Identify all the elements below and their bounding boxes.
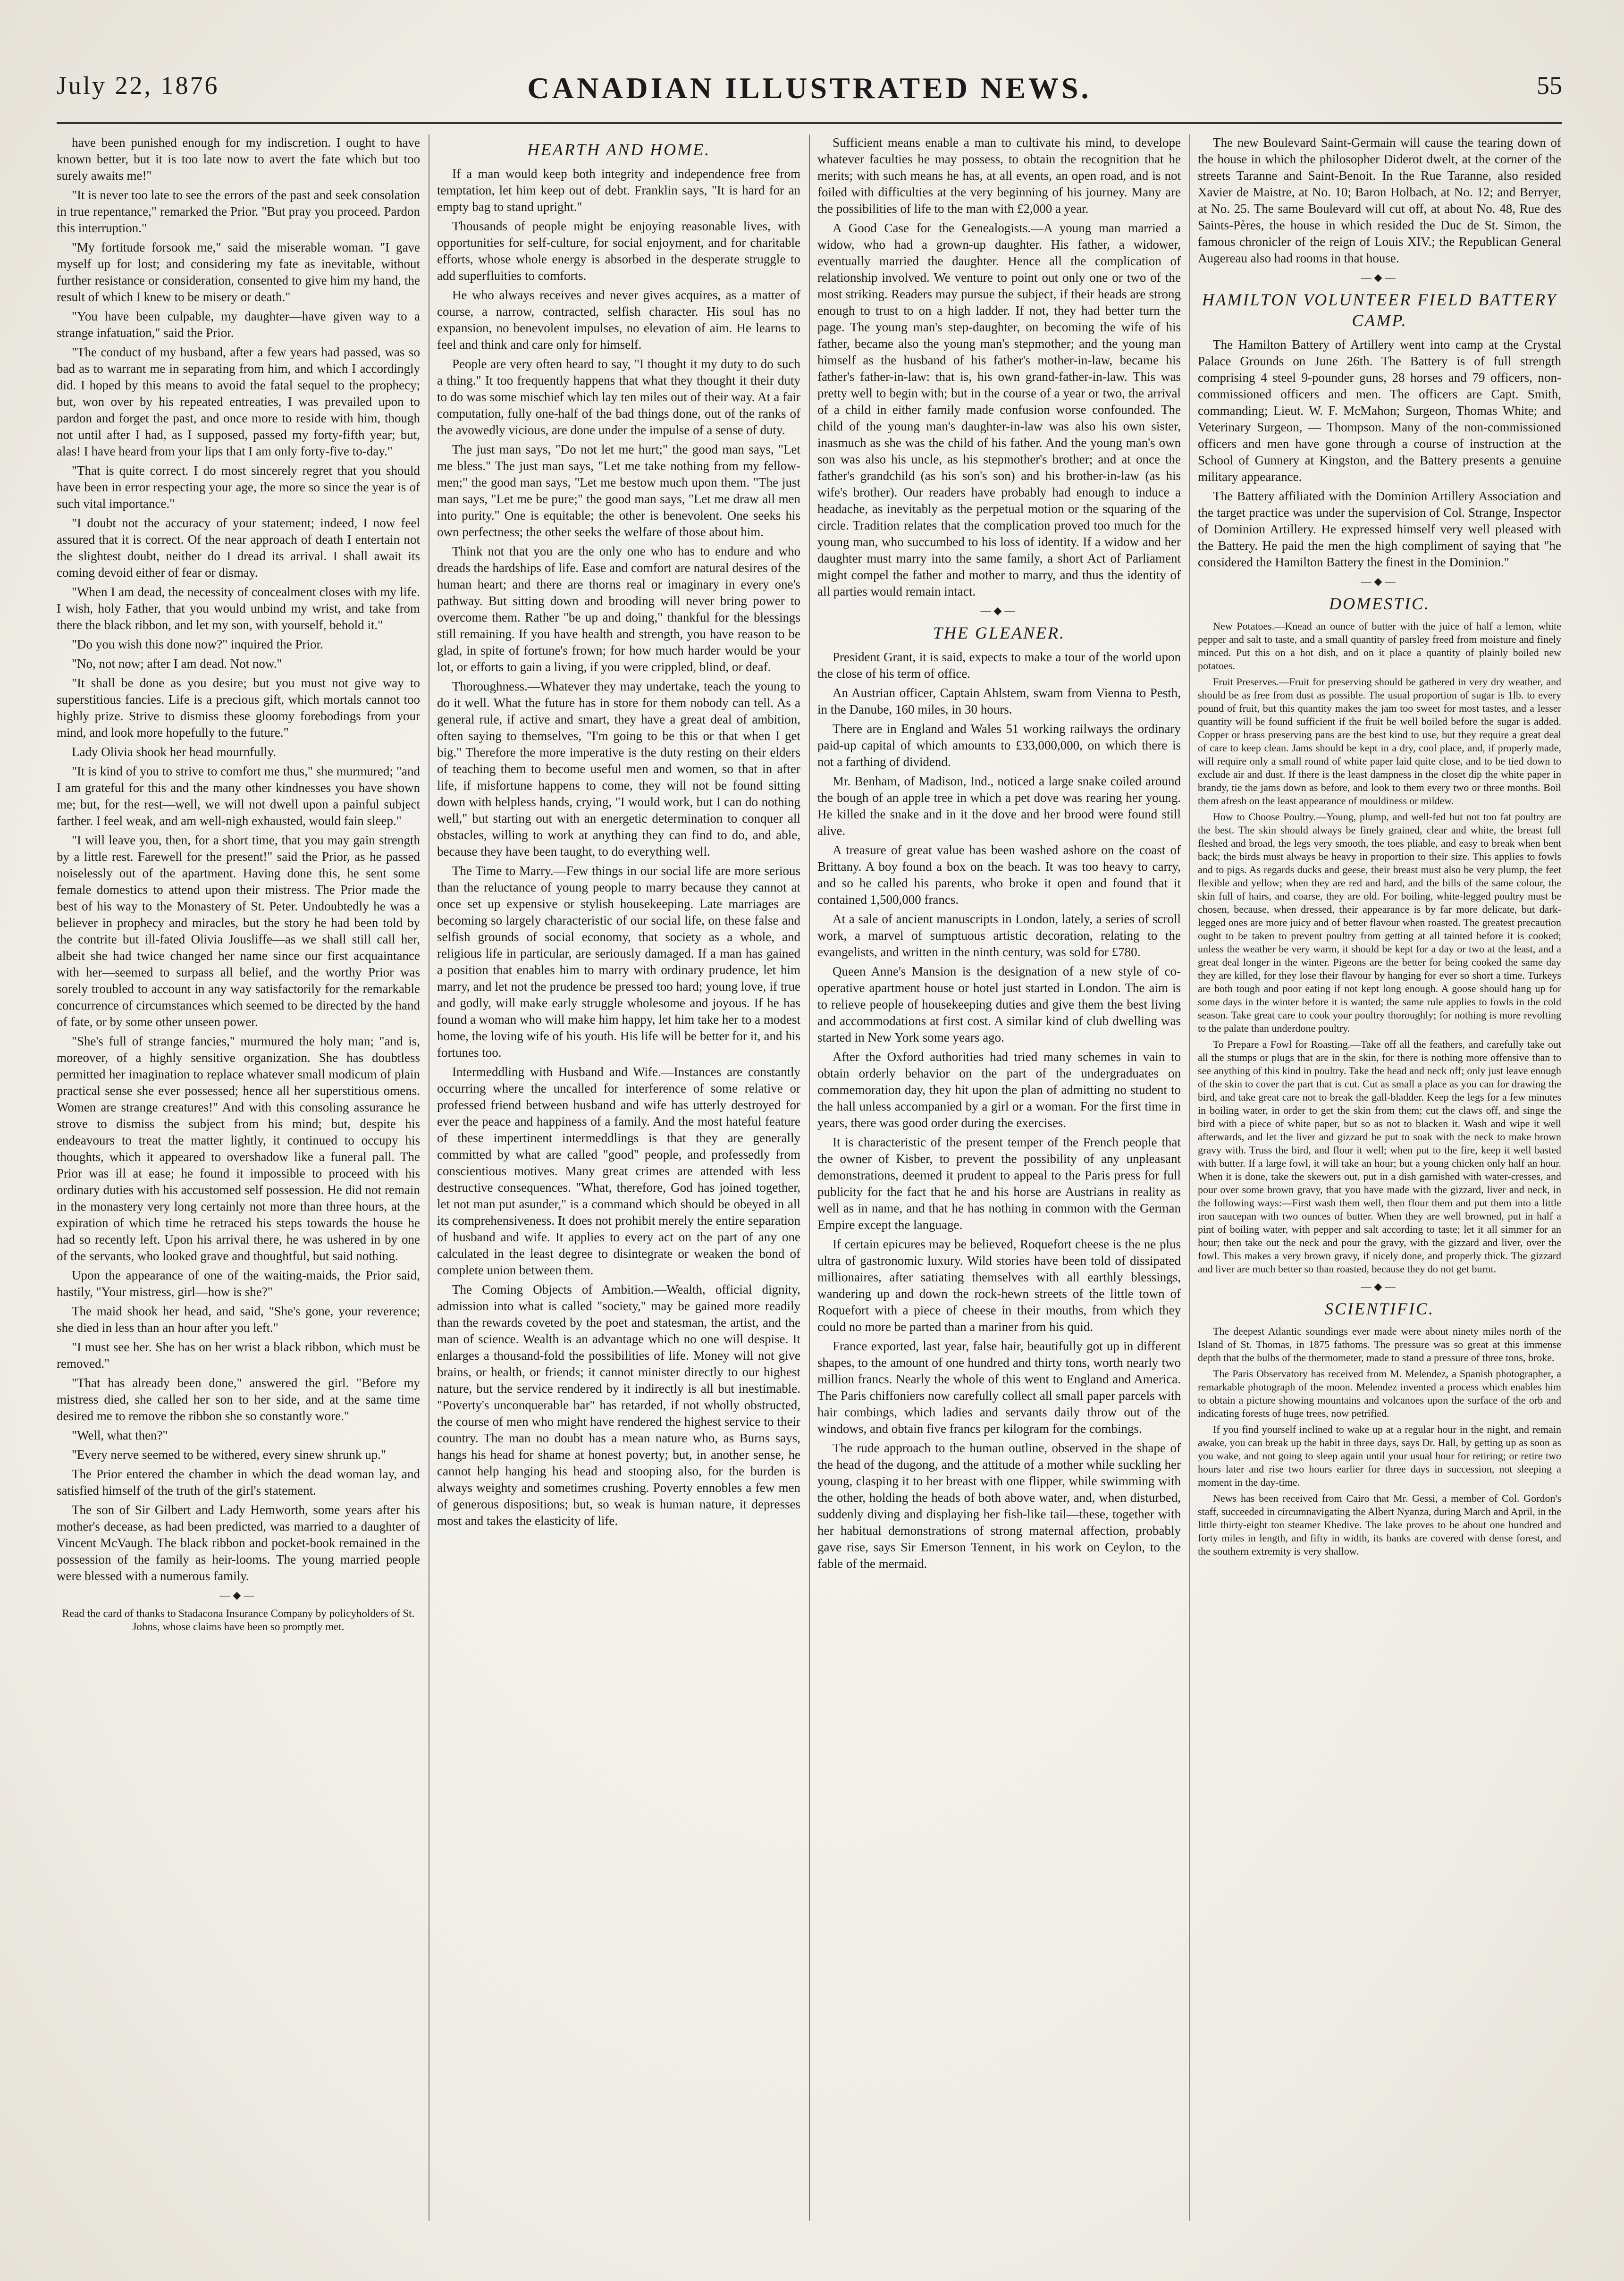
newspaper-title: CANADIAN ILLUSTRATED NEWS.: [527, 71, 1092, 105]
column-1: [57, 135, 420, 2221]
paragraph: The rude approach to the human outline, observed in the shape of the head of the dugong, and the attitude of a mother while suckling her young, clasping it to her breast with one flipper, while swimming with the other, holding the heads of both above water, and, when disturbed, suddenly diving and displaying her fish-like tail—these, together with her habitual demonstrations of strong maternal affection, probably gave rise, says Sir Emerson Tennent, in his work on Ceylon, to the fable of the mermaid.: [817, 1441, 1181, 1571]
paragraph: He who always receives and never gives acquires, as a matter of course, a narrow, contracted, selfish character. His soul has no expansion, no benevolent impulses, no elevation of aim. He learns to feel and think and care only for himself.: [437, 288, 800, 352]
paragraph: "I will leave you, then, for a short time, that you may gain strength by a little rest. Farewell for the present!" said the Prior, as he passed noiselessly out of the apartment. Having done this, he sent some female domestics to attend upon their mistress. The Prior made the best of his way to the Monastery of St. Peter. Undoubtedly he was a believer in prophecy and miracles, but the story he had been told by the contrite but ill-fated Olivia Jousliffe—as we shall still call her, albeit she had twice changed her name since our first acquaintance with her—seemed to surpass all belief, and the worthy Prior was sorely troubled to account in any way satisfactorily for the remarkable concurrence of circumstances which seemed to be directed by the hand of fate, or by some other unseen power.: [57, 833, 420, 1029]
paragraph: After the Oxford authorities had tried many schemes in vain to obtain orderly behavior on the part of the undergraduates on commemoration day, they hit upon the plan of admitting no student to the hall unless accompanied by a girl or a woman. For the first time in years, there was good order during the exercises.: [817, 1050, 1181, 1130]
section-heading-scientific: SCIENTIFIC.: [1324, 1299, 1434, 1318]
paragraph: President Grant, it is said, expects to make a tour of the world upon the close of his term of office.: [817, 650, 1181, 681]
paragraph: "It is never too late to see the errors of the past and seek consolation in true repentance," remarked the Prior. "But pray you proceed. Pardon this interruption.": [57, 188, 420, 235]
genealogy-items: [817, 135, 1181, 600]
paragraph: "It shall be done as you desire; but you must not give way to superstitious fancies. Life is a precious gift, which mortals cannot too highly prize. Strive to dismiss these gloomy forebodings from your mind, and look more hopefully to the future.": [57, 676, 420, 740]
section-heading-hamilton-battery: HAMILTON VOLUNTEER FIELD BATTERY CAMP.: [1202, 290, 1557, 330]
paragraph: Intermeddling with Husband and Wife.—Instances are constantly occurring where the uncalled for interference of some relative or professed friend between husband and wife has utterly destroyed for ever the peace and happiness of a family. And the most hateful feature of these impertinent intermeddlings is that they are generally committed by what are called "good" people, and professedly from conscientious motives. Many great crimes are attended with less destructive consequences. "What, therefore, God has joined together, let not man put asunder," is a command which should be obeyed in all its comprehensiveness. It does not prohibit merely the entire separation of husband and wife. It applies to every act on the part of any one calculated in the least degree to disintegrate or weaken the bond of complete union between them.: [437, 1065, 800, 1277]
hearth-and-home-items: [437, 166, 800, 1529]
paragraph: The Battery affiliated with the Dominion Artillery Association and the target practice was under the supervision of Col. Strange, Inspector of Dominion Artillery. He expressed himself very well pleased with the Battery. He paid the men the high compliment of saying that "he considered the Hamilton Battery the finest in the Dominion.": [1198, 489, 1561, 569]
paragraph: "When I am dead, the necessity of concealment closes with my life. I wish, holy Father, that you would unbind my wrist, and take from there the black ribbon, and let my son, with yourself, behold it.": [57, 585, 420, 632]
paragraph: "I must see her. She has on her wrist a black ribbon, which must be removed.": [57, 1340, 420, 1371]
paragraph: If you find yourself inclined to wake up at a regular hour in the night, and remain awake, you can break up the habit in three days, says Dr. Hall, by getting up as soon as you wake, and not going to sleep again until your usual hour for retiring; or retire two hours later and rise two hours earlier for three days in succession, not sleeping a moment in the day-time.: [1198, 1423, 1561, 1488]
paragraph: "She's full of strange fancies," murmured the holy man; "and is, moreover, of a highly sensitive organization. She has doubtless permitted her imagination to replace whatever small modicum of plain practical sense she ever possessed; hence all her superstitious omens. Women are strange creatures!" And with this consoling assurance he strove to dismiss the subject from his mind; but, despite his endeavours to treat the matter lightly, it continued to occupy his thoughts, which it appeared to overshadow like a funeral pall. The Prior was ill at ease; he found it impossible to proceed with his ordinary duties with his accustomed self possession. He did not remain in the monastery very long certainly not more than three hours, at the expiration of which time he retraced his steps towards the house he had so recently left. Upon his arrival there, he was ushered in by one of the servants, who looked grave and thoughtful, but said nothing.: [57, 1034, 420, 1263]
paragraph: Lady Olivia shook her head mournfully.: [72, 745, 277, 759]
paragraph: "You have been culpable, my daughter—have given way to a strange infatuation," said the Prior.: [57, 309, 420, 340]
scientific-items: [1198, 1325, 1561, 1558]
paragraph: If a man would keep both integrity and independence free from temptation, let him keep out of debt. Franklin says, "It is hard for an empty bag to stand upright.": [437, 167, 800, 214]
paragraph: The Hamilton Battery of Artillery went into camp at the Crystal Palace Grounds on June 26th. The Battery is of full strength comprising 4 steel 9-pounder guns, 28 horses and 79 officers, non-commissioned officers and men. The officers are Capt. Smith, commanding; Lieut. W. F. McMahon; Surgeon, Thomas White; and Veterinary Surgeon, — Thompson. Many of the non-commissioned officers and men have gone through a course of instruction at the School of Gunnery at Kingston, and the Battery presents a genuine military appearance.: [1198, 337, 1561, 484]
column-divider: [1189, 135, 1190, 2221]
section-separator: —◆—: [219, 1589, 257, 1601]
paragraph: The Paris Observatory has received from M. Melendez, a Spanish photographer, a remarkable photograph of the moon. Melendez invented a process which enables him to obtain a picture showing mountains and volcanoes upon the surface of the orb and indicating forests of huge trees, now petrified.: [1198, 1368, 1561, 1419]
section-heading-hearth-and-home: HEARTH AND HOME.: [527, 140, 711, 159]
paragraph: The son of Sir Gilbert and Lady Hemworth, some years after his mother's decease, as had been predicted, was married to a daughter of Vincent McVaugh. The black ribbon and pocket-book remained in the possession of the family as heir-looms. The young married people were blessed with a numerous family.: [57, 1503, 420, 1583]
paragraph: "Every nerve seemed to be withered, every sinew shrunk up.": [72, 1448, 387, 1462]
paragraph: At a sale of ancient manuscripts in London, lately, a series of scroll work, a marvel of sumptuous artistic decoration, relating to the evangelists, and written in the ninth century, was sold for £780.: [817, 912, 1181, 959]
paragraph: The Prior entered the chamber in which the dead woman lay, and satisfied himself of the truth of the girl's statement.: [57, 1467, 420, 1498]
column-divider: [809, 135, 810, 2221]
column-2: [437, 135, 800, 2221]
paragraph: The just man says, "Do not let me hurt;" the good man says, "Let me bless." The just man says, "Let me take nothing from my fellow-men;" the good man says, "Let me bestow much upon them. "The just man says, "Let me be pure;" the good man says, "Let me draw all men into purity." One is equitable; the other is benevolent. One seeks his own perfectness; the other seeks the welfare of those about him.: [437, 442, 800, 539]
paragraph: Thousands of people might be enjoying reasonable lives, with opportunities for self-culture, for social enjoyment, and for charitable efforts, whose whole energy is absorbed in the desperate struggle to add superfluities to comforts.: [437, 219, 800, 283]
paragraph: "My fortitude forsook me," said the miserable woman. "I gave myself up for lost; and considering my fate as inevitable, without further resistance or consideration, consented to give him my hand, the result of which I knew to be misery or death.": [57, 240, 420, 304]
paragraph: "No, not now; after I am dead. Not now.": [72, 657, 282, 671]
paragraph: Think not that you are the only one who has to endure and who dreads the hardships of life. Ease and comfort are natural desires of the human heart; and there are thorns real or imaginary in every one's pathway. But sitting down and brooding will never bring power to overcome them. Rather "be up and doing," thankful for the blessings still remaining. If you have health and strength, you have reason to be glad, in spite of fortune's frown; for how much harder would be your lot, or efforts to gain a living, if you were crippled, blind, or deaf.: [437, 544, 800, 674]
paragraph: "It is kind of you to strive to comfort me thus," she murmured; "and I am grateful for this and the many other kindnesses you have shown me; but, for the rest—well, we will not dwell upon a painful subject farther. I feel weak, and am well-nigh exhausted, would fain sleep.": [57, 764, 420, 828]
section-heading-domestic: DOMESTIC.: [1329, 594, 1430, 613]
section-heading-the-gleaner: THE GLEANER.: [933, 623, 1065, 642]
paragraph: It is characteristic of the present temper of the French people that the owner of Kisber, to prevent the possibility of any unpleasant demonstrations, deemed it prudent to appeal to the Paris press for full publicity for the fact that he and his horse are Austrians in reality as well as in name, and that he has nothing in common with the German Empire except the language.: [817, 1135, 1181, 1232]
paragraph: If certain epicures may be believed, Roquefort cheese is the ne plus ultra of gastronomic luxury. Wild stories have been told of dissipated millionaires, after satiating themselves with all earthly blessings, wandering up and down the rock-hewn streets of the little town of Roquefort with a piece of cheese in their mouths, from which they could no more be parted than a mariner from his quid.: [817, 1237, 1181, 1334]
paragraph: A treasure of great value has been washed ashore on the coast of Brittany. A boy found a box on the beach. It was too heavy to carry, and so he called his parents, who broke it open and found that it contained 1,500,000 francs.: [817, 843, 1181, 907]
paragraph: New Potatoes.—Knead an ounce of butter with the juice of half a lemon, white pepper and salt to taste, and a small quantity of parsley freed from moisture and finely minced. Put this on a hot dish, and on it place a quantity of plainly boiled new potatoes.: [1198, 620, 1561, 672]
hamilton-battery-items: [1198, 337, 1561, 571]
paragraph: Upon the appearance of one of the waiting-maids, the Prior said, hastily, "Your mistress, girl—how is she?": [57, 1268, 420, 1299]
serial-story: [57, 135, 420, 1584]
section-separator: —◆—: [1361, 575, 1398, 587]
paragraph: The new Boulevard Saint-Germain will cause the tearing down of the house in which the philosopher Diderot dwelt, at the corner of the streets Taranne and Saint-Benoit. In the Rue Taranne, also resided Xavier de Maistre, at No. 10; Baron Holbach, at No. 12; and Berryer, at No. 25. The same Boulevard will cut off, at about No. 48, Rue des Saints-Pères, the house in which resided the Duc de St. Simon, the famous chronicler of the reign of Louis XIV.; the Republican General Augereau also had rooms in that house.: [1198, 135, 1561, 265]
boulevard-item: [1198, 135, 1561, 267]
paragraph: The maid shook her head, and said, "She's gone, your reverence; she died in less than an hour after you left.": [57, 1304, 420, 1335]
masthead: [57, 71, 1562, 113]
issue-date: July 22, 1876: [57, 71, 219, 100]
paragraph: France exported, last year, false hair, beautifully got up in different shapes, to the amount of one hundred and thirty tons, worth nearly two million francs. Nearly the whole of this went to England and America. The Paris chiffoniers now carefully collect all small paper parcels with hair combings, which ladies and servants daily throw out of the windows, and obtain five francs per kilogram for the combings.: [817, 1339, 1181, 1436]
gleaner-items: [817, 649, 1181, 1572]
paragraph: People are very often heard to say, "I thought it my duty to do such a thing." It too frequently happens that what they thought it their duty to do was some mischief which lay ten miles out of their way. At a fair computation, fully one-half of the bad things done, out of the ranks of the avowedly vicious, are done under the impulse of a sense of duty.: [437, 357, 800, 437]
paragraph: An Austrian officer, Captain Ahlstem, swam from Vienna to Pesth, in the Danube, 160 miles, in 30 hours.: [817, 686, 1181, 716]
section-separator: —◆—: [1361, 271, 1398, 283]
paragraph: Mr. Benham, of Madison, Ind., noticed a large snake coiled around the bough of an apple tree in which a pet dove was rearing her young. He killed the snake and in it the dove and her brood were found still alive.: [817, 774, 1181, 838]
paragraph: "I doubt not the accuracy of your statement; indeed, I now feel assured that it is correct. Of the near approach of death I entertain not the slightest doubt, neither do I dread its arrival. I shall await its coming devoid either of fear or dismay.: [57, 516, 420, 580]
section-separator: —◆—: [1361, 1280, 1398, 1292]
section-separator: —◆—: [980, 605, 1018, 616]
domestic-items: [1198, 620, 1561, 1276]
page-number: 55: [1537, 71, 1562, 100]
insurance-notice: Read the card of thanks to Stadacona Insurance Company by policyholders of St. Johns, whose claims have been so promptly met.: [62, 1608, 415, 1633]
paragraph: The deepest Atlantic soundings ever made were about ninety miles north of the Island of St. Thomas, in 1875 fathoms. The pressure was so great at this immense depth that the bulbs of the thermometer, made to stand a pressure of three tons, broke.: [1198, 1325, 1561, 1364]
paragraph: The Time to Marry.—Few things in our social life are more serious than the reluctance of young people to marry because they cannot at once set up expensive or stylish housekeeping. Late marriages are becoming so largely characteristic of our social life, on these false and selfish grounds of social economy, that society as a whole, and religious life in particular, are seriously damaged. If a man has gained a position that enables him to marry with ordinary prudence, let him marry, and let not the prudence be pressed too hard; young love, if true and godly, will make early struggle wholesome and joyous. If he has found a woman who will make him happy, let him take her to a modest home, the loving wife of his youth. His life will be better for it, and his fortunes too.: [437, 864, 800, 1060]
paragraph: How to Choose Poultry.—Young, plump, and well-fed but not too fat poultry are the best. The skin should always be finely grained, clear and white, the breast full fleshed and broad, the legs very smooth, the toes pliable, and easy to break when bent back; the birds must always be heavy in proportion to their size. This applies to fowls and to pigs. As regards ducks and geese, their breast must also be very plump, the feet flexible and yellow; when they are red and hard, and the bills of the same colour, the skin full of hairs, and coarse, they are old. For boiling, white-legged poultry must be chosen, because, when dressed, their appearance is by far more delicate, but dark-legged ones are more juicy and of better flavour when roasted. The greatest precaution ought to be taken to prevent poultry from getting at all tainted before it is cooked; unless the weather be very warm, it should be kept for a day or two at the least, and a great deal longer in the winter. Pigeons are the better for being cooked the same day they are killed, for they lose their flavour by hanging for ever so short a time. Turkeys are both tough and poor eating if not kept long enough. A goose should hang up for some days in the winter before it is wanted; the same rule applies to fowls in the cold season. Take great care to cook your poultry thoroughly; for nothing is more revolting to the palate than underdone poultry.: [1198, 811, 1561, 1034]
article-columns: [57, 135, 1562, 2221]
column-3: [817, 135, 1181, 2221]
paragraph: "The conduct of my husband, after a few years had passed, was so bad as to warrant me in separating from him, and which I accordingly did. I hoped by this means to avoid the fatal sequel to the prophecy; but, won over by his repeated entreaties, I was prevailed upon to pardon and forget the past, and once more to reside with him, though not until after I had, as I supposed, passed my forty-fifth year; but, alas! I have heard from your lips that I am only forty-five to-day.": [57, 345, 420, 458]
paragraph: Sufficient means enable a man to cultivate his mind, to develope whatever faculties he may possess, to obtain the recognition that he merits; with such means he has, at all events, an open road, and is not foiled with difficulties at the very beginning of his journey. Many are the possibilities of life to the man with £2,000 a year.: [817, 135, 1181, 216]
masthead-rule: [57, 122, 1562, 124]
paragraph: A Good Case for the Genealogists.—A young man married a widow, who had a grown-up daughter. His father, a widower, eventually married the daughter. Hence all the complication of relationship involved. We venture to point out only one or two of the most striking. Readers may pursue the subject, if their heads are strong enough to trust to on a high ladder. If not, they had better turn the page. The young man's step-daughter, on becoming the wife of his father, became also the young man's stepmother; and the young man himself as the husband of his father's mother-in-law, became his father's father-in-law: that is, his own grand-father-in-law. This was pretty well to begin with; but in the course of a year or two, the arrival of a child in either family made confusion worse confounded. The child of the young man's daughter-in-law was also his own sister, inasmuch as she was the child of his father. And the young man's own son was also his uncle, as his stepmother's brother; and at once the father's grandchild (as his son's son) and his brother-in-law (as his wife's brother). Our readers have probably had enough to induce a headache, as inevitably as the perpetual motion or the squaring of the circle. Tradition relates that the complication proved too much for the young man, who succumbed to his loss of identity. If a widow and her daughter must marry into the same family, a short Act of Parliament might compel the father and mother to marry, and thus the identity of all parties would remain intact.: [817, 221, 1181, 598]
paragraph: Queen Anne's Mansion is the designation of a new style of co-operative apartment house or hotel just started in London. The aim is to relieve people of housekeeping duties and give them the best living and accommodations at first cost. A similar kind of club dwelling was started in New York some years ago.: [817, 964, 1181, 1044]
paragraph: "That has already been done," answered the girl. "Before my mistress died, she called her son to her side, and at the same time desired me to remove the ribbon she so constantly wore.": [57, 1376, 420, 1423]
paragraph: News has been received from Cairo that Mr. Gessi, a member of Col. Gordon's staff, succeeded in circumnavigating the Albert Nyanza, during March and April, in the little thirty-eight ton steamer Khedive. The lake proves to be about one hundred and forty miles in length, and fifty in width, its banks are covered with dense forest, and the southern extremity is very shallow.: [1198, 1492, 1561, 1557]
paragraph: Fruit Preserves.—Fruit for preserving should be gathered in very dry weather, and should be as free from dust as possible. The usual proportion of sugar is 1lb. to every pound of fruit, but this quantity makes the jam too sweet for most tastes, and a lesser quantity will be found sufficient if the fruit be well boiled before the sugar is added. Copper or brass preserving pans are the best kind to use, but they require a great deal of care to keep clean. Jams should be kept in a dry, cool place, and, if properly made, will require only a small round of white paper laid quite close, and to be tied down to exclude air and dust. If there is the least dampness in the closet dip the white paper in brandy, tie the jams down as before, and look to them every two or three months. Boil them afresh on the least appearance of mouldiness or mildew.: [1198, 676, 1561, 807]
paragraph: There are in England and Wales 51 working railways the ordinary paid-up capital of which amounts to £33,000,000, on which there is not a farthing of dividend.: [817, 722, 1181, 769]
column-4: [1198, 135, 1561, 2221]
paragraph: "Do you wish this done now?" inquired the Prior.: [72, 637, 323, 651]
paragraph: Thoroughness.—Whatever they may undertake, teach the young to do it well. What the future has in store for them nobody can tell. As a general rule, if active and smart, they have a great deal of ambition, often saying to themselves, "I'm going to be this or that when I get big." Therefore the more imperative is the duty resting on their elders of teaching them to become useful men and women, so that in after life, if misfortune happens to come, they will not be found sitting down with helpless hands, crying, "I would work, but I can do nothing well," but starting out with an energetic determination to conquer all obstacles, willing to work at anything they can find to do, and able, because they have been taught, to do everything well.: [437, 679, 800, 859]
paragraph: "Well, what then?": [72, 1428, 168, 1442]
paragraph: The Coming Objects of Ambition.—Wealth, official dignity, admission into what is called "society," may be gained more readily than the rewards coveted by the poet and statesman, the artist, and the man of science. Wealth is an advantage which no one will despise. It enlarges a thousand-fold the possibilities of life. Money will not give brains, or health, or friends; it cannot minister directly to our highest nature, but the service rendered by it indirectly is all but inestimable. "Poverty's unconquerable bar" has retarded, if not wholly obstructed, the course of men who might have rendered the highest service to their country. The man no doubt has a mean nature who, as Burns says, hangs his head for shame at honest poverty; but, in another sense, he cannot help hanging his head and stooping also, for the burden is always weighty and sometimes crushing. Poverty ennobles a few men of generous dispositions; but, so weak is human nature, it depresses most and takes the elasticity of life.: [437, 1282, 800, 1528]
paragraph: To Prepare a Fowl for Roasting.—Take off all the feathers, and carefully take out all the stumps or plugs that are in the skin, for there is nothing more offensive than to see anything of this kind in poultry. Take the head and neck off; only just leave enough of the skin to cover the part that is cut. Cut as small a place as you can for drawing the bird, and take great care not to break the gall-bladder. Keep the legs for a few minutes in boiling water, in order to get the skin from them; cut the claws off, and singe the bird with a piece of white paper, but so as not to blacken it. Wash and wipe it well afterwards, and let the liver and gizzard be put to soak with the neck to make brown gravy with. Truss the bird, and flour it well; when put to the fire, keep it well basted with butter. If a large fowl, it will take an hour; but a young chicken only half an hour. When it is done, take the skewers out, put in a dish garnished with water-cresses, and pour over some brown gravy, that you have made with the gizzard, liver and neck, in the following ways:—First wash them well, then flour them and put them into a little iron saucepan with two ounces of butter. When they are well browned, put in half a pint of boiling water, with pepper and salt according to taste; let it all simmer for an hour; then take out the neck and pour the gravy, with the gizzard and liver, over the fowl. This makes a very brown gravy, if nicely done, and properly thick. The gizzard and liver are much better so than roasted, because they do not get burnt.: [1198, 1038, 1561, 1275]
paragraph: have been punished enough for my indiscretion. I ought to have known better, but it is too late now to avert the fate which but too surely awaits me!": [57, 135, 420, 183]
paragraph: "That is quite correct. I do most sincerely regret that you should have been in error respecting your age, the more so since the year is of such vital importance.": [57, 463, 420, 511]
